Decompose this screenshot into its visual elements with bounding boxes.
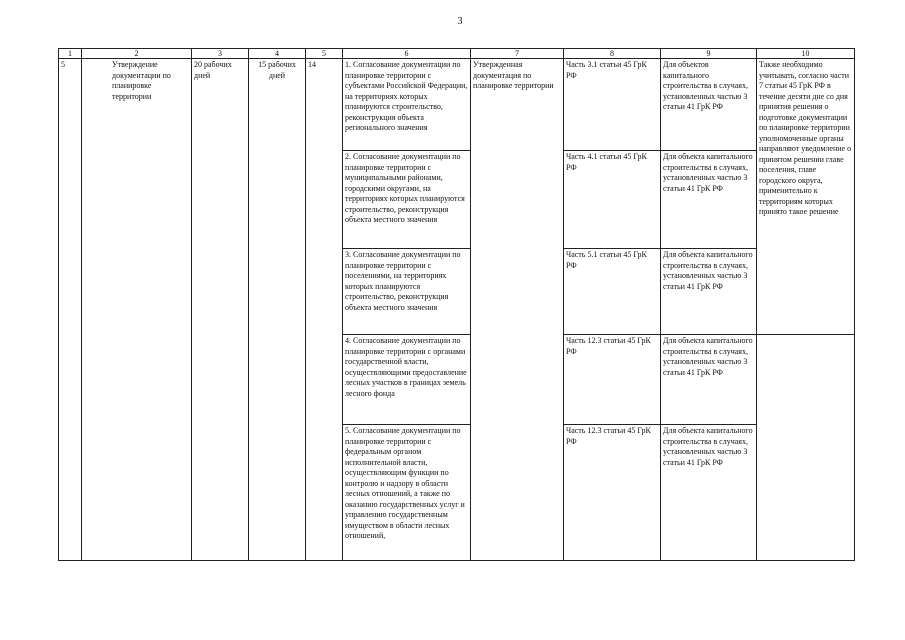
row-number: 5 bbox=[59, 59, 82, 561]
legal-basis-4: Часть 12.3 статьи 45 ГрК РФ bbox=[564, 335, 661, 425]
result: Утвержденная документация по планировке территории bbox=[471, 59, 564, 561]
cases-2: Для объекта капитального строительства в случаях, установленных частью 3 статьи 41 ГрК РФ bbox=[661, 151, 757, 249]
column-header-7: 7 bbox=[471, 49, 564, 59]
cases-4: Для объекта капитального строительства в случаях, установленных частью 3 статьи 41 ГрК РФ bbox=[661, 335, 757, 425]
column-header-10: 10 bbox=[757, 49, 855, 59]
term-max: 15 рабочих дней bbox=[249, 59, 306, 561]
column-header-4: 4 bbox=[249, 49, 306, 59]
cases-3: Для объекта капитального строительства в случаях, установленных частью 3 статьи 41 ГрК РФ bbox=[661, 249, 757, 335]
sub-procedure-3: 3. Согласование документации по планировке территории с поселениями, на территориях которых планируются строительство, реконструкция объекта местного значения bbox=[343, 249, 471, 335]
legal-basis-2: Часть 4.1 статьи 45 ГрК РФ bbox=[564, 151, 661, 249]
column-header-6: 6 bbox=[343, 49, 471, 59]
note: Также необходимо учитывать, согласно части 7 статьи 45 ГрК РФ в течение десяти дне со дня принятия решения о подготовке документации по планировке территории уполномоченные органы направляют уведомление о принятом решении главе поселения, главе городского округа, применительно к территориям которых принято такое решение bbox=[757, 59, 855, 335]
cases-5: Для объекта капитального строительства в случаях, установленных частью 3 статьи 41 ГрК РФ bbox=[661, 425, 757, 561]
sub-procedure-4: 4. Согласование документации по планировке территории с органами государственной власти, осуществляющими предоставление лесных участков в границах земель лесного фонда bbox=[343, 335, 471, 425]
legal-basis-3: Часть 5.1 статьи 45 ГрК РФ bbox=[564, 249, 661, 335]
column-header-3: 3 bbox=[192, 49, 249, 59]
procedure-name: Утверждение документации по планировке территории bbox=[82, 59, 192, 561]
legal-basis-1: Часть 3.1 статьи 45 ГрК РФ bbox=[564, 59, 661, 151]
column-numbers-row bbox=[59, 49, 855, 59]
sub-procedure-5: 5. Согласование документации по планировке территории с федеральным органом исполнительной власти, осуществляющим функции по контролю и надзору в области лесных отношений, а также по оказанию государственных услуг и управлению государственным имуществом в области лесных отношений, bbox=[343, 425, 471, 561]
column-header-8: 8 bbox=[564, 49, 661, 59]
column-header-2: 2 bbox=[82, 49, 192, 59]
legal-basis-5: Часть 12.3 статьи 45 ГрК РФ bbox=[564, 425, 661, 561]
cases-1: Для объектов капитального строительства в случаях, установленных частью 3 статьи 41 ГрК РФ bbox=[661, 59, 757, 151]
note-empty bbox=[757, 335, 855, 561]
procedures-table bbox=[58, 48, 855, 561]
table-row bbox=[59, 59, 855, 151]
page-number: 3 bbox=[457, 16, 463, 27]
column-5-value: 14 bbox=[306, 59, 343, 561]
term-general: 20 рабочих дней bbox=[192, 59, 249, 561]
column-header-9: 9 bbox=[661, 49, 757, 59]
sub-procedure-1: 1. Согласование документации по планировке территории с субъектами Российской Федерации, на территориях которых планируются строительство, реконструкция объекта регионального значения bbox=[343, 59, 471, 151]
column-header-5: 5 bbox=[306, 49, 343, 59]
column-header-1: 1 bbox=[59, 49, 82, 59]
sub-procedure-2: 2. Согласование документации по планировке территории с муниципальными районами, городскими округами, на территориях которых планируются строительство, реконструкция объекта местного значения bbox=[343, 151, 471, 249]
